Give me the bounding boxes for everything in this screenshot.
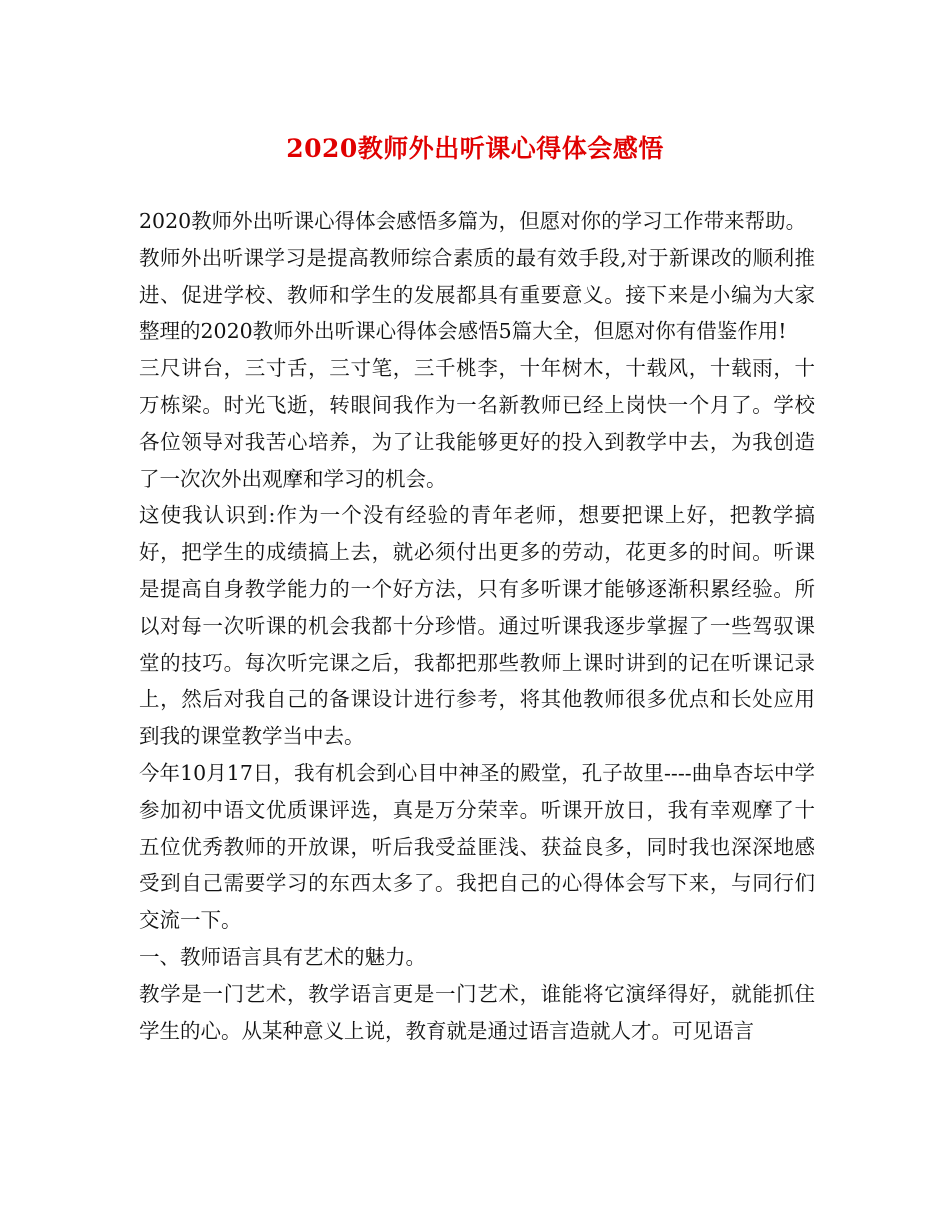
paragraph-summary: 教师外出听课学习是提高教师综合素质的最有效手段,对于新课改的顺利推进、促进学校、教师和学生的发展都具有重要意义。接下来是小编为大家整理的2020教师外出听课心得体会感悟5篇大全，但愿对你有借鉴作用! — [139, 245, 815, 344]
paragraph-section-one: 教学是一门艺术，教学语言更是一门艺术，谁能将它演绎得好，就能抓住学生的心。从某种意义上说，教育就是通过语言造就人才。可见语言 — [139, 981, 815, 1043]
paragraph-reflection: 这使我认识到:作为一个没有经验的青年老师，想要把课上好，把教学搞好，把学生的成绩搞上去，就必须付出更多的劳动，花更多的时间。听课是提高自身教学能力的一个好方法，只有多听课才能够逐渐积累经验。所以对每一次听课的机会我都十分珍惜。通过听课我逐步掌握了一些驾驭课堂的技巧。每次听完课之后，我都把那些教师上课时讲到的记在听课记录上，然后对我自己的备课设计进行参考，将其他教师很多优点和长处应用到我的课堂教学当中去。 — [139, 503, 815, 749]
document-body — [139, 203, 815, 1049]
paragraph-opening: 三尺讲台，三寸舌，三寸笔，三千桃李，十年树木，十载风，十载雨，十万栋梁。时光飞逝，转眼间我作为一名新教师已经上岗快一个月了。学校各位领导对我苦心培养，为了让我能够更好的投入到教学中去，为我创造了一次次外出观摩和学习的机会。 — [139, 356, 815, 491]
section-heading: 一、教师语言具有艺术的魅力。 — [139, 944, 426, 969]
paragraph-event: 今年10月17日，我有机会到心目中神圣的殿堂，孔子故里----曲阜杏坛中学参加初中语文优质课评选，真是万分荣幸。听课开放日，我有幸观摩了十五位优秀教师的开放课，听后我受益匪浅、获益良多，同时我也深深地感受到自己需要学习的东西太多了。我把自己的心得体会写下来，与同行们交流一下。 — [139, 760, 815, 933]
paragraph-intro: 2020教师外出听课心得体会感悟多篇为，但愿对你的学习工作带来帮助。 — [139, 209, 807, 233]
document-title: 2020教师外出听课心得体会感悟 — [286, 134, 664, 163]
